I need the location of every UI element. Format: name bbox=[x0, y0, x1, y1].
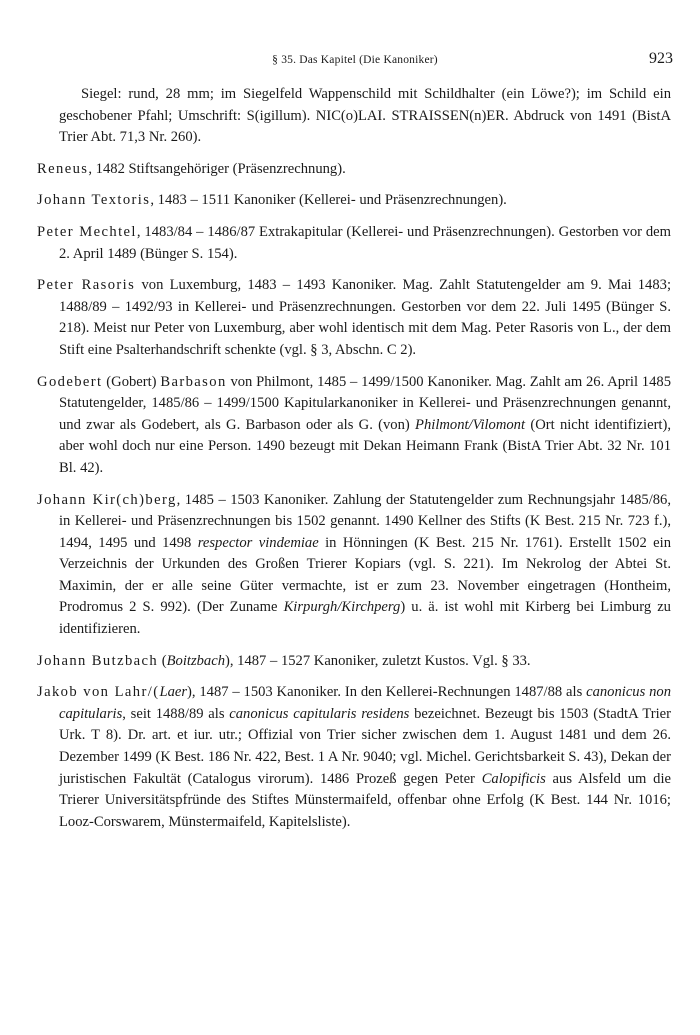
entry-text: , seit 1488/89 als bbox=[122, 705, 230, 722]
person-name: Godebert bbox=[37, 373, 103, 390]
entry-text: Siegel: rund, 28 mm; im Siegelfeld Wappenschild mit Schildhalter (ein Löwe?); im Schild ein geschobener Pfahl; Umschrift: S(igillum). NIC(o)LAI. STRAISSEN(n)ER. Abdruck von 1491 (BistA Trier Abt. 71,3 Nr. 260). bbox=[59, 86, 671, 146]
italic-term: respector vindemiae bbox=[197, 534, 319, 551]
entry-text: von Luxemburg, 1483 – 1493 Kanoniker. Mag. Zahlt Statutengelder am 9. Mai 1483; 1488/89 – 1492/93 in Kellerei- und Präsenzrechnungen. Gestorben vor dem 22. Juli 1495 (Bünger S. 218). Meist nur Peter von Luxemburg, aber wohl identisch mit dem Mag. Peter Rasoris von L., der dem Stift eine Psalterhandschrift schenkte (vgl. § 3, Abschn. C 2). bbox=[59, 277, 671, 358]
canon-entry bbox=[37, 372, 671, 480]
entry-text: (Ort nicht identifiziert), aber wohl doch nur eine Person. 1490 bezeugt mit Dekan Heimann Frank (BistA Trier Abt. 32 Nr. 101 Bl. 42). bbox=[59, 416, 671, 476]
entry-text: von Philmont, 1485 – 1499/1500 Kanoniker. Mag. Zahlt am 26. April 1485 Statutengelder, 1485/86 – 1499/1500 Kapitularkanoniker in Kellerei- und Präsenzrechnungen genannt, und zwar als Godebert, als G. Barbason oder als G. (von) bbox=[59, 373, 671, 433]
page-number: 923 bbox=[649, 50, 673, 67]
canon-entry bbox=[37, 490, 671, 641]
italic-term: canonicus capitularis residens bbox=[229, 705, 410, 722]
entry-text: in Hönningen (K Best. 215 Nr. 1761). Erstellt 1502 ein Verzeichnis der Urkunden des Großen Trierer Kopiars (vgl. S. 221). Im Nekrolog der Abtei St. Maximin, der er alle seine Güter vermachte, ist er zum 23. November eingetragen (Hontheim, Prodromus 2 S. 992). (Der Zuname bbox=[59, 534, 671, 616]
person-name: Johann Butzbach bbox=[37, 652, 159, 669]
entry-text: ( bbox=[158, 652, 167, 669]
entry-text: ) u. ä. ist wohl mit Kirberg bei Limburg zu identifizieren. bbox=[59, 599, 671, 638]
person-name: Reneus bbox=[37, 160, 89, 177]
canon-entry bbox=[37, 651, 671, 673]
entry-text: ), 1487 – 1527 Kanoniker, zuletzt Kustos. Vgl. § 33. bbox=[225, 652, 531, 669]
person-name: Barbason bbox=[160, 373, 227, 390]
italic-term: Boitzbach bbox=[166, 652, 225, 669]
entry-text: bezeichnet. Bezeugt bis 1503 (StadtA Trier Urk. T 8). Dr. art. et iur. utr.; Offizial von Trier sicher zwischen dem 1. August 1481 und dem 26. Dezember 1499 (K Best. 186 Nr. 422, Best. 1 A Nr. 9040; vgl. Michel. Gerichtsbarkeit S. 43), Dekan der juristischen Fakultät (Catalogus virorum). 1486 Prozeß gegen Peter bbox=[59, 705, 671, 787]
canon-entry bbox=[37, 159, 671, 181]
person-name: Jakob von Lahr/( bbox=[37, 684, 160, 701]
entry-text: , 1482 Stiftsangehöriger (Präsenzrechnung). bbox=[88, 160, 346, 177]
entry-text: , 1483 – 1511 Kanoniker (Kellerei- und Präsenzrechnungen). bbox=[150, 192, 507, 209]
entry-text: ), 1487 – 1503 Kanoniker. In den Kellerei-Rechnungen 1487/88 als bbox=[187, 684, 587, 701]
italic-term: Kirpurgh/Kirchperg bbox=[283, 599, 401, 616]
italic-term: Philmont/Vilomont bbox=[415, 416, 526, 433]
running-head: § 35. Das Kapitel (Die Kanoniker) bbox=[272, 54, 438, 66]
canon-entry bbox=[37, 222, 671, 265]
entry-text: aus Alsfeld um die Trierer Universitätspfründe des Stiftes Münstermaifeld, offenbar ohne Erfolg (K Best. 144 Nr. 1016; Looz-Corswarem, Münstermaifeld, Kapitelsliste). bbox=[59, 770, 671, 830]
seal-description bbox=[37, 84, 671, 149]
canon-entry bbox=[37, 190, 671, 212]
entry-text: , 1485 – 1503 Kanoniker. Zahlung der Statutengelder zum Rechnungsjahr 1485/86, in Kellerei- und Präsenzrechnungen bis 1502 genannt. 1490 Kellner des Stifts (K Best. 215 Nr. 723 f.), 1494, 1495 und 1498 bbox=[59, 491, 671, 551]
entry-text: (Gobert) bbox=[102, 373, 161, 390]
italic-term: Laer bbox=[159, 684, 188, 701]
page-header bbox=[37, 50, 673, 72]
entry-text: , 1483/84 – 1486/87 Extrakapitular (Kellerei- und Präsenzrechnungen). Gestorben vor dem 2. April 1489 (Bünger S. 154). bbox=[59, 223, 671, 262]
entry-list bbox=[37, 84, 671, 843]
italic-term: Calopificis bbox=[481, 770, 546, 787]
person-name: Peter Mechtel bbox=[37, 223, 137, 240]
person-name: Peter Rasoris bbox=[37, 277, 136, 294]
person-name: Johann Kir(ch)berg bbox=[37, 491, 177, 508]
italic-term: canonicus non capitularis bbox=[59, 684, 671, 722]
person-name: Johann Textoris bbox=[37, 192, 151, 209]
canon-entry bbox=[37, 275, 671, 361]
canon-entry bbox=[37, 682, 671, 833]
